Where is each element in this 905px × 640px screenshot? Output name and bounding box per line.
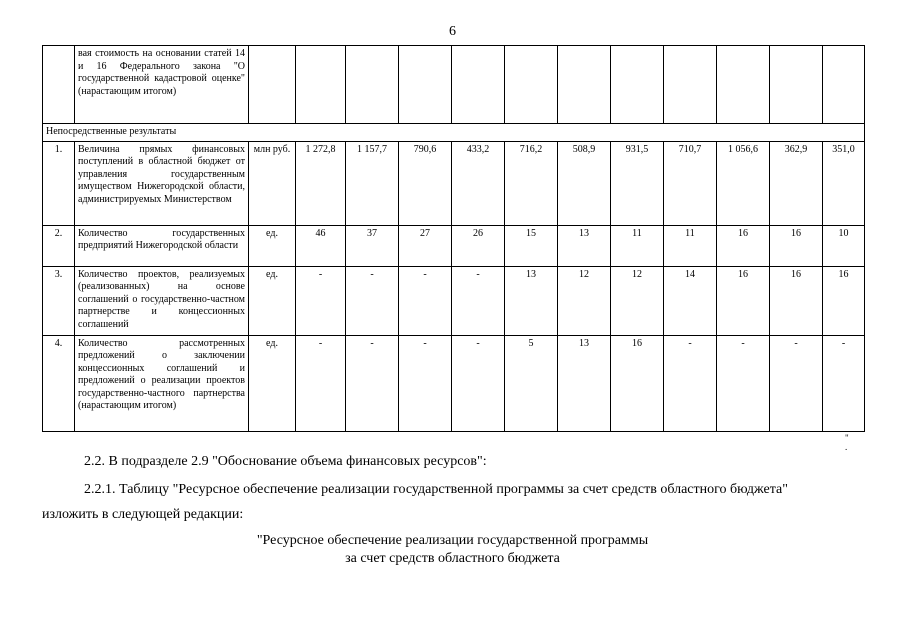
row-value	[346, 46, 399, 124]
row-value	[505, 46, 558, 124]
row-value: -	[717, 335, 770, 431]
row-unit: ед.	[249, 225, 296, 266]
row-value	[823, 46, 865, 124]
row-number: 2.	[43, 225, 75, 266]
row-value: 13	[558, 335, 611, 431]
caption-line-1: "Ресурсное обеспечение реализации государственной программы	[256, 533, 649, 548]
row-value	[558, 46, 611, 124]
row-value: 13	[505, 266, 558, 335]
table-row	[43, 335, 865, 431]
row-description: Величина прямых финансовых поступлений в областной бюджет от управления государственным имуществом Нижегородской области, администрируемых Министерством	[75, 141, 249, 225]
row-unit	[249, 46, 296, 124]
row-value: 1 056,6	[717, 141, 770, 225]
row-value: 14	[664, 266, 717, 335]
page-number: 6	[449, 24, 456, 39]
table-row	[43, 225, 865, 266]
row-unit: млн руб.	[249, 141, 296, 225]
row-unit: ед.	[249, 335, 296, 431]
row-value	[770, 46, 823, 124]
row-value	[452, 46, 505, 124]
row-value	[296, 46, 346, 124]
row-value: 37	[346, 225, 399, 266]
row-value: 26	[452, 225, 505, 266]
row-value: 11	[611, 225, 664, 266]
row-value: -	[452, 266, 505, 335]
row-value: 12	[611, 266, 664, 335]
row-value: 351,0	[823, 141, 865, 225]
row-value: 16	[823, 266, 865, 335]
row-value	[611, 46, 664, 124]
row-value: 16	[770, 266, 823, 335]
row-value: 10	[823, 225, 865, 266]
row-description: Количество рассмотренных предложений о заключении концессионных соглашений и предложений о реализации проектов государственно-частного партнерства (нарастающим итогом)	[75, 335, 249, 431]
row-value: 11	[664, 225, 717, 266]
row-value: 5	[505, 335, 558, 431]
row-value: 16	[717, 266, 770, 335]
row-number: 4.	[43, 335, 75, 431]
row-value: 12	[558, 266, 611, 335]
paragraph-table-instruction: 2.2.1. Таблицу "Ресурсное обеспечение реализации государственной программы за счет средств областного бюджета"	[84, 482, 788, 497]
row-value: 16	[770, 225, 823, 266]
row-value: -	[346, 335, 399, 431]
row-number	[43, 46, 75, 124]
row-value: 13	[558, 225, 611, 266]
row-value	[717, 46, 770, 124]
row-value: 508,9	[558, 141, 611, 225]
row-value: -	[296, 266, 346, 335]
row-value: -	[296, 335, 346, 431]
row-description: Количество государственных предприятий Нижегородской области	[75, 225, 249, 266]
row-value: -	[823, 335, 865, 431]
row-value: 16	[611, 335, 664, 431]
row-value: -	[770, 335, 823, 431]
row-value: 15	[505, 225, 558, 266]
row-value: 16	[717, 225, 770, 266]
row-value: -	[346, 266, 399, 335]
row-value	[399, 46, 452, 124]
row-value	[664, 46, 717, 124]
row-number: 1.	[43, 141, 75, 225]
row-description: Количество проектов, реализуемых (реализованных) на основе соглашений о государственно-частном партнерстве и концессионных соглашений	[75, 266, 249, 335]
row-value: -	[452, 335, 505, 431]
end-quote-mark: "	[845, 433, 849, 443]
table-row-continuation	[43, 46, 865, 124]
row-unit: ед.	[249, 266, 296, 335]
row-value: 433,2	[452, 141, 505, 225]
row-value: 1 157,7	[346, 141, 399, 225]
paragraph-edit-statement: изложить в следующей редакции:	[42, 507, 244, 522]
row-value: 790,6	[399, 141, 452, 225]
table-caption	[0, 532, 905, 568]
row-value: 931,5	[611, 141, 664, 225]
end-quote	[845, 434, 849, 452]
row-value: 716,2	[505, 141, 558, 225]
row-value: -	[399, 335, 452, 431]
indicators-table	[42, 45, 865, 432]
row-description: вая стоимость на основании статей 14 и 16 Федерального закона "О государственной кадастровой оценке" (нарастающим итогом)	[75, 46, 249, 124]
table-row	[43, 141, 865, 225]
end-quote-period: .	[845, 442, 848, 452]
table-section-row	[43, 124, 865, 142]
section-title: Непосредственные результаты	[43, 124, 865, 142]
row-value: 362,9	[770, 141, 823, 225]
row-value: 46	[296, 225, 346, 266]
row-value: 710,7	[664, 141, 717, 225]
caption-line-2: за счет средств областного бюджета	[345, 551, 560, 566]
table-row	[43, 266, 865, 335]
row-value: -	[664, 335, 717, 431]
row-value: 27	[399, 225, 452, 266]
row-value: 1 272,8	[296, 141, 346, 225]
row-number: 3.	[43, 266, 75, 335]
paragraph-subsection: 2.2. В подразделе 2.9 "Обоснование объема финансовых ресурсов":	[84, 454, 487, 469]
row-value: -	[399, 266, 452, 335]
